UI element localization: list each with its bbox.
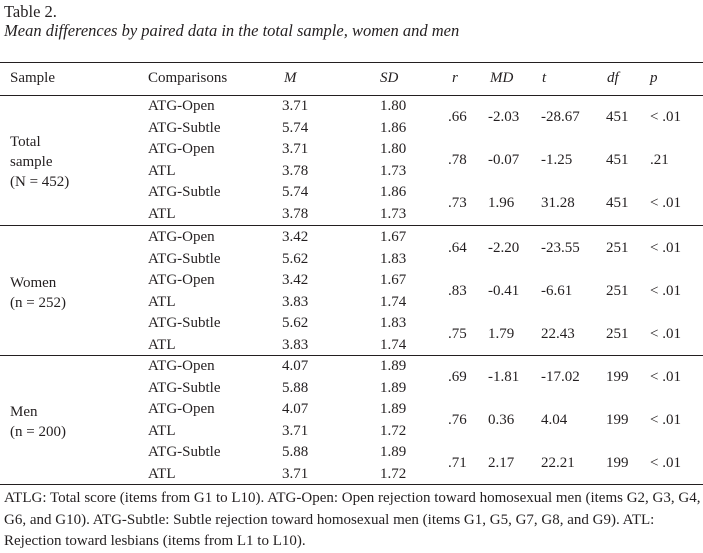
p-cell: < .01 <box>650 412 681 428</box>
md-cell: -2.03 <box>488 108 520 125</box>
p-cell: < .01 <box>650 195 681 212</box>
r-cell: .83 <box>448 283 467 299</box>
df-cell: 199 <box>606 368 629 385</box>
sd-cell: 1.83 <box>380 315 407 332</box>
df-cell: 451 <box>606 195 629 212</box>
group-separator-rule <box>0 225 703 226</box>
sd-cell: 1.74 <box>380 337 407 353</box>
comparison-cell: ATG-Subtle <box>148 315 221 332</box>
t-cell: -28.67 <box>541 108 580 125</box>
header-md: MD <box>490 70 514 86</box>
comparison-cell: ATG-Open <box>148 272 215 289</box>
t-cell: -23.55 <box>541 239 580 256</box>
df-cell: 451 <box>606 108 629 125</box>
sample-n: (n = 252) <box>10 294 66 311</box>
m-cell: 5.88 <box>282 444 309 461</box>
sd-cell: 1.73 <box>380 162 407 179</box>
sample-label: Total <box>10 133 41 150</box>
top-rule <box>0 62 703 63</box>
md-cell: -1.81 <box>488 368 520 385</box>
comparison-cell: ATG-Subtle <box>148 119 221 136</box>
r-cell: .69 <box>448 368 467 385</box>
m-cell: 3.83 <box>282 293 309 310</box>
m-cell: 5.74 <box>282 184 309 201</box>
df-cell: 199 <box>606 455 629 472</box>
comparison-cell: ATG-Subtle <box>148 379 221 396</box>
r-cell: .66 <box>448 108 467 125</box>
comparison-cell: ATG-Open <box>148 401 215 418</box>
md-cell: -0.41 <box>488 283 520 299</box>
sd-cell: 1.72 <box>380 466 407 482</box>
sd-cell: 1.89 <box>380 358 407 374</box>
header-sd: SD <box>380 70 399 86</box>
sd-cell: 1.86 <box>380 184 407 201</box>
m-cell: 3.71 <box>282 141 309 158</box>
p-cell: < .01 <box>650 455 681 472</box>
t-cell: -1.25 <box>541 152 573 168</box>
sd-cell: 1.89 <box>380 401 407 418</box>
comparison-cell: ATL <box>148 206 176 222</box>
sd-cell: 1.67 <box>380 272 407 289</box>
m-cell: 3.78 <box>282 206 309 222</box>
t-cell: 22.21 <box>541 455 575 472</box>
table-note: ATLG: Total score (items from G1 to L10). ATG-Open: Open rejection toward homosexual men (items G2, G3, G4, G6, and G10). ATG-Subtle: Subtle rejection toward homosexual men (items G1, G5, G7, G8, and G9). ATL: Rejection toward lesbians (items from L1 to L10). <box>4 490 701 549</box>
m-cell: 3.78 <box>282 162 309 179</box>
comparison-cell: ATL <box>148 337 176 353</box>
sample-label: Women <box>10 274 57 291</box>
r-cell: .73 <box>448 195 467 212</box>
m-cell: 3.83 <box>282 337 309 353</box>
header-t: t <box>542 70 547 86</box>
header-r: r <box>452 70 458 86</box>
p-cell: < .01 <box>650 368 681 385</box>
df-cell: 251 <box>606 283 629 299</box>
sd-cell: 1.89 <box>380 444 407 461</box>
r-cell: .71 <box>448 455 467 472</box>
comparison-cell: ATL <box>148 466 176 482</box>
m-cell: 5.62 <box>282 315 309 332</box>
sd-cell: 1.72 <box>380 422 407 439</box>
bottom-rule <box>0 484 703 485</box>
comparison-cell: ATG-Subtle <box>148 250 221 267</box>
md-cell: -0.07 <box>488 152 520 168</box>
table-subtitle: Mean differences by paired data in the total sample, women and men <box>4 21 460 40</box>
sd-cell: 1.73 <box>380 206 407 222</box>
sd-cell: 1.67 <box>380 229 407 245</box>
t-cell: 4.04 <box>541 412 568 428</box>
table-title: Table 2. <box>4 2 57 21</box>
r-cell: .76 <box>448 412 467 428</box>
sd-cell: 1.86 <box>380 119 407 136</box>
m-cell: 3.71 <box>282 466 309 482</box>
p-cell: < .01 <box>650 108 681 125</box>
p-cell: < .01 <box>650 283 681 299</box>
comparison-cell: ATG-Subtle <box>148 444 221 461</box>
sample-label: Men <box>10 403 38 420</box>
header-comparisons: Comparisons <box>148 70 228 86</box>
t-cell: -17.02 <box>541 368 580 385</box>
comparison-cell: ATL <box>148 422 176 439</box>
m-cell: 5.74 <box>282 119 309 136</box>
m-cell: 3.71 <box>282 422 309 439</box>
sample-n: (N = 452) <box>10 173 70 190</box>
sd-cell: 1.80 <box>380 98 407 114</box>
df-cell: 251 <box>606 239 629 256</box>
sample-n: (n = 200) <box>10 423 66 440</box>
t-cell: 31.28 <box>541 195 575 212</box>
comparison-cell: ATG-Subtle <box>148 184 221 201</box>
sample-label: sample <box>10 153 53 170</box>
comparison-cell: ATG-Open <box>148 358 215 374</box>
t-cell: -6.61 <box>541 283 573 299</box>
m-cell: 5.62 <box>282 250 309 267</box>
p-cell: < .01 <box>650 326 681 343</box>
m-cell: 4.07 <box>282 358 309 374</box>
m-cell: 4.07 <box>282 401 309 418</box>
md-cell: 1.96 <box>488 195 515 212</box>
header-rule <box>0 95 703 96</box>
r-cell: .78 <box>448 152 467 168</box>
df-cell: 199 <box>606 412 629 428</box>
p-cell: .21 <box>650 152 669 168</box>
header-sample: Sample <box>10 70 55 86</box>
df-cell: 251 <box>606 326 629 343</box>
p-cell: < .01 <box>650 239 681 256</box>
m-cell: 3.71 <box>282 98 309 114</box>
header-df: df <box>607 70 619 86</box>
r-cell: .75 <box>448 326 467 343</box>
t-cell: 22.43 <box>541 326 575 343</box>
m-cell: 3.42 <box>282 272 309 289</box>
df-cell: 451 <box>606 152 629 168</box>
m-cell: 5.88 <box>282 379 309 396</box>
r-cell: .64 <box>448 239 467 256</box>
md-cell: -2.20 <box>488 239 520 256</box>
comparison-cell: ATL <box>148 162 176 179</box>
header-p: p <box>650 70 658 86</box>
md-cell: 2.17 <box>488 455 515 472</box>
comparison-cell: ATG-Open <box>148 141 215 158</box>
md-cell: 1.79 <box>488 326 515 343</box>
comparison-cell: ATG-Open <box>148 98 215 114</box>
header-m: M <box>284 70 297 86</box>
comparison-cell: ATL <box>148 293 176 310</box>
md-cell: 0.36 <box>488 412 515 428</box>
sd-cell: 1.83 <box>380 250 407 267</box>
sd-cell: 1.74 <box>380 293 407 310</box>
comparison-cell: ATG-Open <box>148 229 215 245</box>
m-cell: 3.42 <box>282 229 309 245</box>
sd-cell: 1.89 <box>380 379 407 396</box>
group-separator-rule <box>0 355 703 356</box>
sd-cell: 1.80 <box>380 141 407 158</box>
